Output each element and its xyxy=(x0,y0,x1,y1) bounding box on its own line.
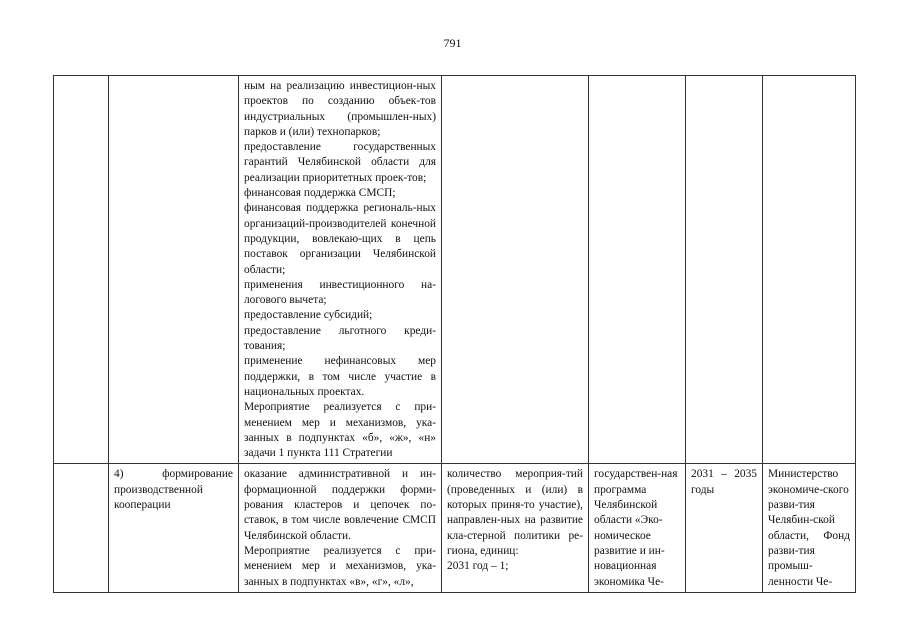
measure-paragraph: применения инвестиционного на-логового вычета; xyxy=(244,278,436,307)
measure-paragraph: Мероприятие реализуется с при-менением мер и механизмов, ука-занных в подпунктах «б», «ж», «н» задачи 1 пункта 111 Стратегии xyxy=(244,401,436,460)
direction-cell xyxy=(109,76,239,464)
table-row xyxy=(54,76,856,464)
program-cell xyxy=(589,76,686,464)
page-number: 791 xyxy=(443,36,462,50)
period-text: 2031 – 2035 годы xyxy=(691,468,757,496)
indicator-cell xyxy=(442,464,589,592)
period-cell xyxy=(686,464,763,592)
row-number-cell xyxy=(54,464,109,592)
responsible-cell xyxy=(763,464,856,592)
measures-cell xyxy=(239,464,442,592)
measure-paragraph: предоставление льготного креди-тования; xyxy=(244,324,436,353)
responsible-text: Министерство экономиче-ского разви-тия Челябин-ской области, Фонд разви-тия промыш-ленности Че- xyxy=(768,468,850,588)
row-number-cell xyxy=(54,76,109,464)
indicator-text: количество мероприя-тий (проведенных и (или) в которых приня-то участие), направлен-ных на развитие кла-стерной политики ре-гиона, единиц: xyxy=(447,468,583,557)
indicator-cell xyxy=(442,76,589,464)
program-text: государствен-ная программа Челябинской области «Эко-номическое развитие и ин-новационная экономика Че- xyxy=(594,468,678,588)
responsible-cell xyxy=(763,76,856,464)
measure-paragraph: Мероприятие реализуется с при-менением мер и механизмов, ука-занных в подпунктах «в», «г», «л», xyxy=(244,544,436,588)
measure-paragraph: предоставление субсидий; xyxy=(244,309,373,322)
measure-paragraph: финансовая поддержка региональ-ных организаций-производителей конечной продукции, вовлекаю-щих в цепь поставок организации Челябинской области; xyxy=(244,202,436,276)
measure-paragraph: оказание административной и ин-формационной поддержки форми-рования кластеров и цепочек по-ставок, в том числе вовлечение СМСП Челябинской области. xyxy=(244,468,436,542)
period-cell xyxy=(686,76,763,464)
direction-cell xyxy=(109,464,239,592)
measure-paragraph: финансовая поддержка СМСП; xyxy=(244,187,396,200)
indicator-value: 2031 год – 1; xyxy=(447,560,509,573)
direction-text: 4) формирование производственной кооперации xyxy=(114,468,233,512)
program-cell xyxy=(589,464,686,592)
measures-cell xyxy=(239,76,442,464)
strategy-table xyxy=(53,75,856,593)
measure-paragraph: применение нефинансовых мер поддержки, в том числе участие в национальных проектах. xyxy=(244,355,436,398)
measure-paragraph: ным на реализацию инвестицион-ных проектов по созданию объек-тов индустриальных (промышлен-ных) парков и (или) технопарков; xyxy=(244,80,436,138)
measure-paragraph: предоставление государственных гарантий Челябинской области для реализации приоритетных проек-тов; xyxy=(244,141,436,184)
table-row xyxy=(54,464,856,592)
